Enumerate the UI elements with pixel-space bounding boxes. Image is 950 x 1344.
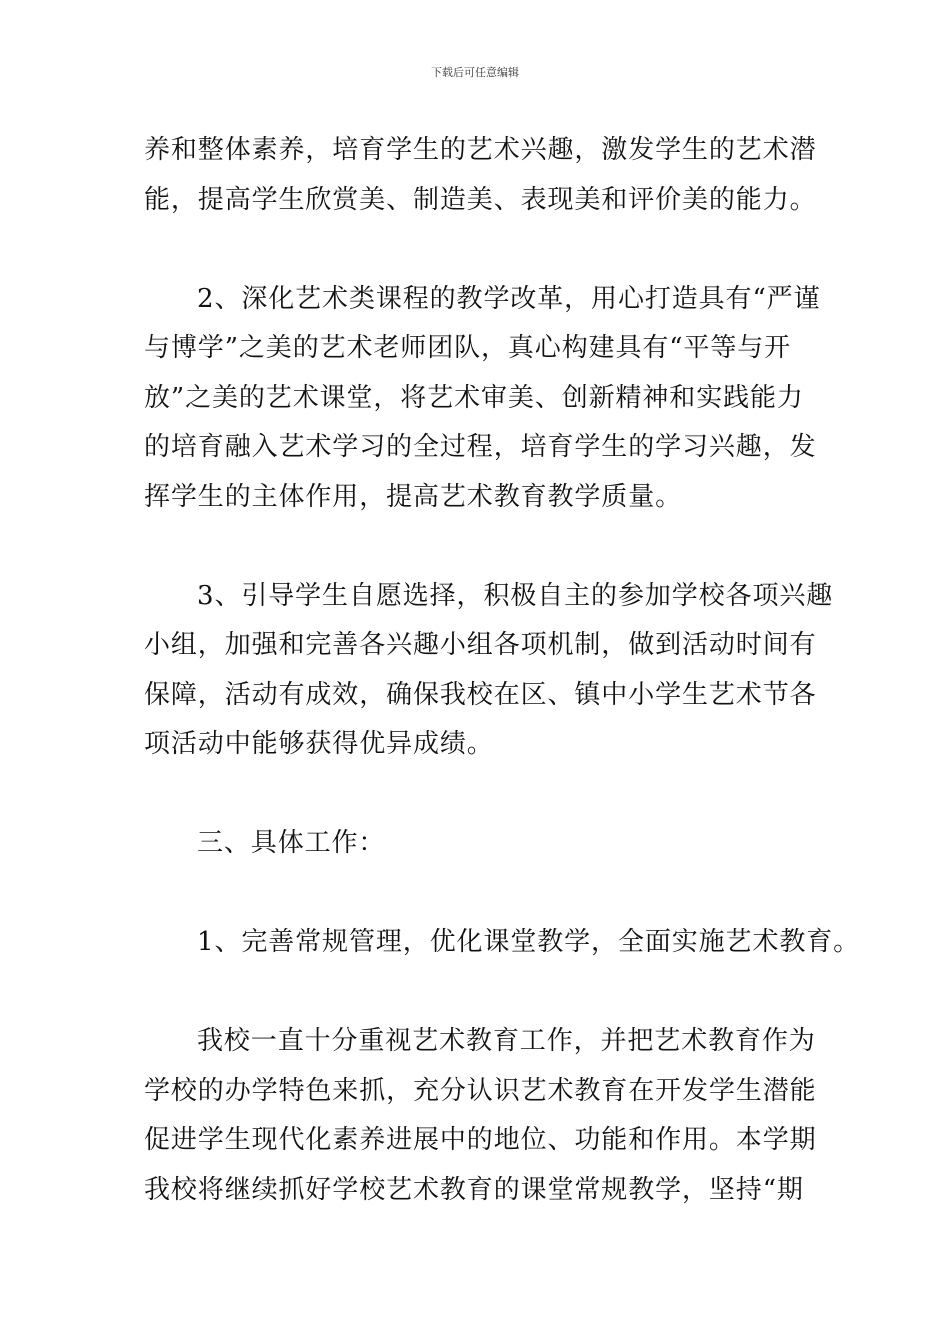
text-line: 能，提高学生欣赏美、制造美、表现美和评价美的能力。 <box>144 184 817 215</box>
paragraph-4 <box>144 918 861 968</box>
document-body <box>144 126 861 1215</box>
paragraph-gap <box>144 968 808 1018</box>
paragraph-gap <box>144 770 808 820</box>
text-line: 小组，加强和完善各兴趣小组各项机制，做到活动时间有 <box>144 630 817 660</box>
paragraph-3 <box>144 572 834 770</box>
text-line: 1、完善常规管理，优化课堂教学，全面实施艺术教育。 <box>197 927 861 957</box>
section-heading <box>144 819 808 869</box>
text-line: 2、深化艺术类课程的教学改革，用心打造具有“严谨 <box>197 283 821 314</box>
paragraph-2 <box>144 275 821 523</box>
text-line: 学校的办学特色来抓，充分认识艺术教育在开发学生潜能 <box>144 1075 817 1106</box>
page-header: 下载后可任意编辑 <box>431 66 519 79</box>
text-line: 我校将继续抓好学校艺术教育的课堂常规教学，坚持“期 <box>144 1174 804 1205</box>
text-line: 与博学”之美的艺术老师团队，真心构建具有“平等与开 <box>144 333 792 363</box>
text-line: 养和整体素养，培育学生的艺术兴趣，激发学生的艺术潜 <box>144 135 817 165</box>
text-line: 3、引导学生自愿选择，积极自主的参加学校各项兴趣 <box>197 580 834 611</box>
text-line: 我校一直十分重视艺术教育工作，并把艺术教育作为 <box>197 1026 816 1056</box>
paragraph-gap <box>144 522 808 572</box>
text-line: 挥学生的主体作用，提高艺术教育教学质量。 <box>144 481 683 512</box>
text-line: 放”之美的艺术课堂，将艺术审美、创新精神和实践能力 <box>144 382 804 413</box>
paragraph-5 <box>144 1017 817 1215</box>
heading-line: 三、具体工作： <box>197 828 386 858</box>
paragraph-gap <box>144 869 808 919</box>
text-line: 的培育融入艺术学习的全过程，培育学生的学习兴趣，发 <box>144 432 817 462</box>
paragraph-1 <box>144 126 817 225</box>
paragraph-gap <box>144 225 808 275</box>
text-line: 促进学生现代化素养进展中的地位、功能和作用。本学期 <box>144 1125 817 1155</box>
text-line: 项活动中能够获得优异成绩。 <box>144 729 494 759</box>
text-line: 保障，活动有成效，确保我校在区、镇中小学生艺术节各 <box>144 679 817 710</box>
